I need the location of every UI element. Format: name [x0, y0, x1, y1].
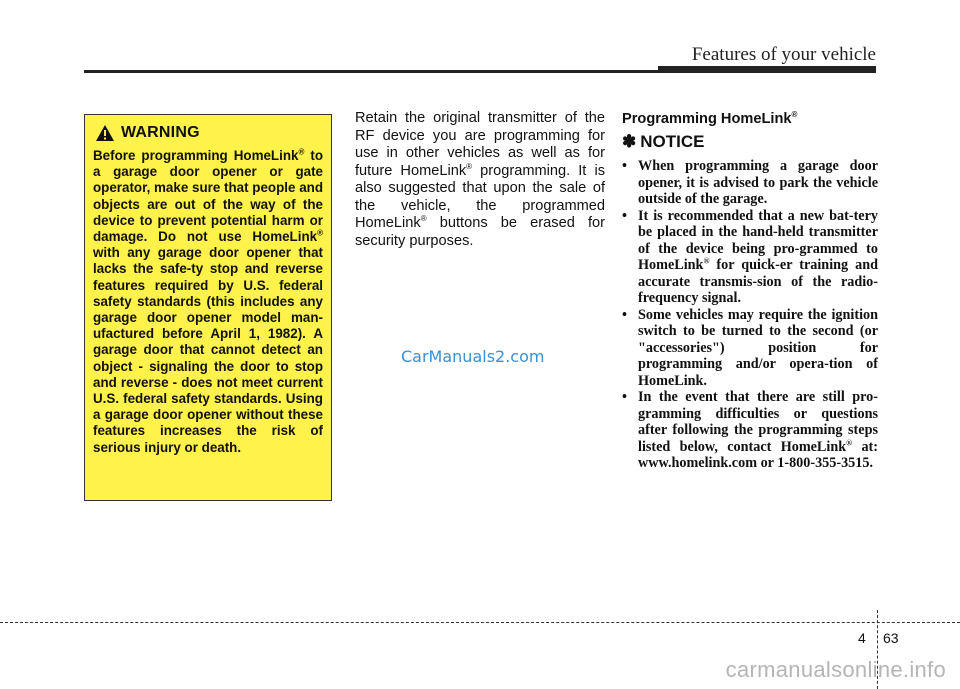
- section-title: Features of your vehicle: [691, 44, 876, 65]
- programming-heading: Programming HomeLink®: [622, 110, 798, 127]
- header-rule: [84, 70, 658, 73]
- list-item: • It is recommended that a new bat-tery be placed in the hand-held transmitter of the device being pro-grammed to HomeLink® for quick-er training and accurate transmis-sion of the radio-frequency signal.: [622, 207, 878, 306]
- list-item: • When programming a garage door opener, it is advised to park the vehicle outside of the garage.: [622, 158, 878, 207]
- page-number: 63: [883, 630, 899, 646]
- chapter-number: 4: [858, 630, 866, 646]
- warning-box: [84, 114, 332, 501]
- middle-column: [355, 110, 605, 250]
- notice-list: [622, 158, 878, 472]
- watermark-text: CarManuals2.com: [401, 347, 545, 366]
- notice-star-icon: ✽: [622, 132, 637, 151]
- list-item: • Some vehicles may require the ignition switch to be turned to the second (or "accessories") position for programming and/or opera-tion of HomeLink.: [622, 306, 878, 389]
- notice-heading: [622, 132, 878, 152]
- notice-title: NOTICE: [640, 132, 705, 151]
- warning-triangle-icon: [95, 124, 115, 142]
- footer-site-watermark: carmanualsonline.info: [725, 657, 946, 682]
- warning-title: WARNING: [121, 124, 200, 141]
- warning-text: Before programming HomeLink® to a garage door opener or gate operator, make sure that people and objects are out of the way of the device to prevent potential harm or damage. Do not use HomeLink® with any garage door opener that lacks the safe-ty stop and reverse features required by U.S. federal safety standards (this includes any garage door opener model man-ufactured before April 1, 1982). A garage door that cannot detect an object - signaling the door to stop and reverse - does not meet current U.S. federal safety standards. Using a garage door opener without these features increases the risk of serious injury or death.: [93, 147, 323, 455]
- right-column: [622, 110, 878, 472]
- footer-dashed-rule: [0, 622, 960, 623]
- header-rule-thick: [658, 66, 876, 73]
- list-item: • In the event that there are still pro-gramming difficulties or questions after following the programming steps listed below, contact HomeLink® at: www.homelink.com or 1-800-355-3515.: [622, 389, 878, 471]
- warning-header: [93, 124, 323, 142]
- retain-transmitter-paragraph: Retain the original transmitter of the RF device you are programming for use in other vehicles as well as for future HomeLink® programming. It is also suggested that upon the sale of the vehicle, the programmed HomeLink® buttons be erased for security purposes.: [355, 110, 606, 249]
